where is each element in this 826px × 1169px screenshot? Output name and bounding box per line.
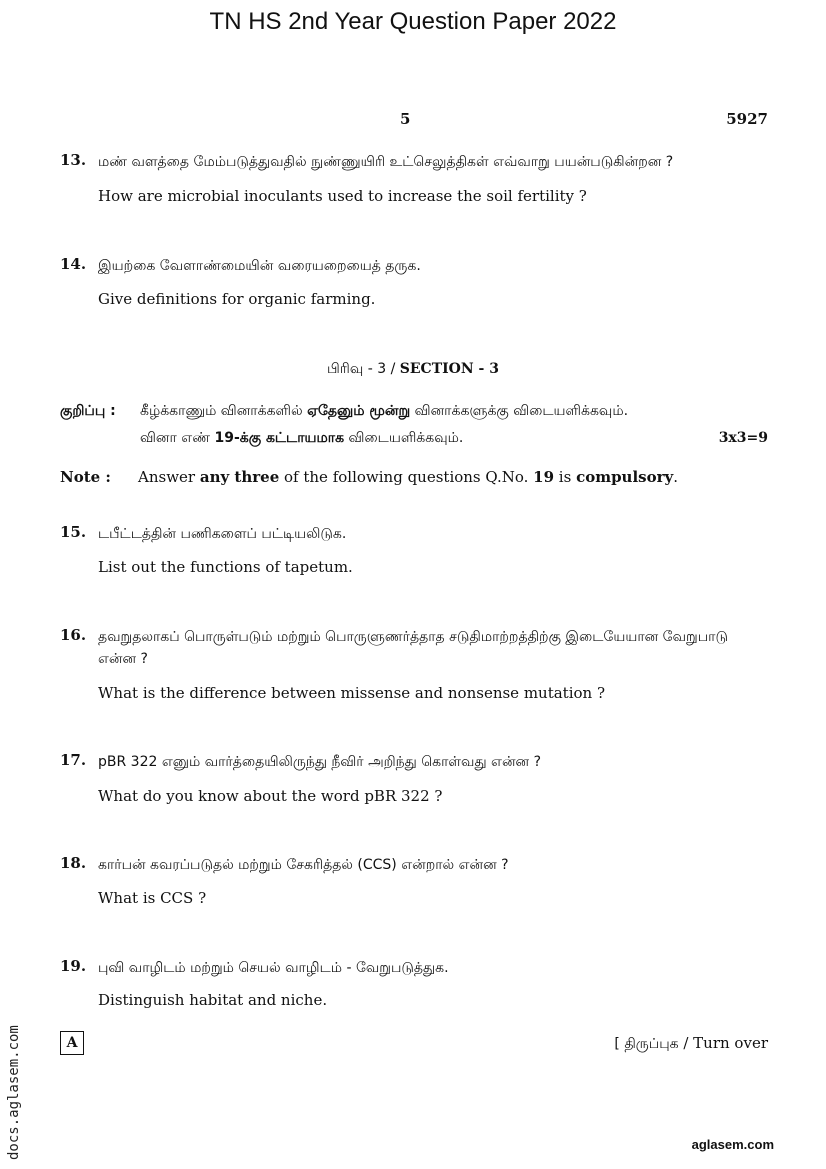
note-text: வினா எண் [140, 430, 215, 446]
question-number: 17. [60, 751, 87, 769]
turn-over-note [614, 1034, 768, 1054]
question-text-tamil: இயற்கை வேளாண்மையின் வரையறையைத் தருக. [98, 258, 421, 274]
note-label-english: Note : [60, 468, 111, 486]
question-17 [60, 751, 770, 811]
note-emphasis: 19 [533, 468, 555, 486]
marks-allocation: 3x3=9 [718, 430, 768, 446]
paper-version-box: A [60, 1031, 84, 1055]
note-label-tamil: குறிப்பு : [60, 403, 116, 419]
note-tamil-line-2 [140, 430, 463, 448]
question-16 [60, 626, 770, 706]
question-text-english: How are microbial inoculants used to increase the soil fertility ? [98, 187, 587, 205]
paper-code: 5927 [726, 110, 768, 128]
turn-over-english: / Turn over [678, 1034, 768, 1052]
note-emphasis: compulsory [576, 468, 674, 486]
question-15 [60, 523, 770, 583]
question-number: 18. [60, 854, 87, 872]
note-text: Answer [138, 468, 200, 486]
section-heading-tamil: பிரிவு - 3 / [327, 361, 400, 377]
note-text: கீழ்க்காணும் வினாக்களில் [140, 403, 308, 419]
question-number: 14. [60, 255, 87, 273]
question-13 [60, 151, 770, 211]
note-tamil-line-1 [140, 403, 628, 421]
question-text-english: Give definitions for organic farming. [98, 290, 376, 308]
note-english [138, 468, 678, 486]
footer-brand: aglasem.com [691, 1137, 774, 1152]
question-18 [60, 854, 770, 914]
question-number: 15. [60, 523, 87, 541]
note-text: . [673, 468, 679, 486]
note-emphasis: any three [199, 468, 280, 486]
page-title: TN HS 2nd Year Question Paper 2022 [209, 8, 617, 35]
note-text: வினாக்களுக்கு விடையளிக்கவும். [410, 403, 629, 419]
question-text-tamil: டபீட்டத்தின் பணிகளைப் பட்டியலிடுக. [98, 526, 347, 542]
section-heading-english: SECTION - 3 [399, 361, 499, 377]
question-text-tamil: தவறுதலாகப் பொருள்படும் மற்றும் பொருளுணர்த்தாத சடுதிமாற்றத்திற்கு இடையேயான வேறுபாடு என்ன ? [98, 629, 728, 667]
question-number: 16. [60, 626, 87, 644]
question-number: 19. [60, 957, 87, 975]
question-text-english: What do you know about the word pBR 322 ? [98, 787, 443, 805]
question-number: 13. [60, 151, 87, 169]
watermark: docs.aglasem.com [6, 1025, 22, 1160]
question-text-english: What is CCS ? [98, 889, 207, 907]
question-text-tamil: கார்பன் கவரப்படுதல் மற்றும் சேகரித்தல் (CCS) என்றால் என்ன ? [98, 857, 509, 873]
section-heading [0, 361, 826, 379]
question-14 [60, 255, 770, 315]
question-text-english: List out the functions of tapetum. [98, 558, 353, 576]
question-text-english: What is the difference between missense and nonsense mutation ? [98, 684, 606, 702]
note-emphasis: 19-க்கு கட்டாயமாக [214, 430, 345, 446]
page-number: 5 [400, 110, 411, 128]
question-text-english: Distinguish habitat and niche. [98, 991, 328, 1009]
question-text-tamil: pBR 322 எனும் வார்த்தையிலிருந்து நீவிர் அறிந்து கொள்வது என்ன ? [98, 754, 541, 770]
question-text-tamil: புவி வாழிடம் மற்றும் செயல் வாழிடம் - வேறுபடுத்துக. [98, 960, 449, 976]
note-text: is [554, 468, 577, 486]
note-text: of the following questions Q.No. [279, 468, 534, 486]
note-emphasis: ஏதேனும் மூன்று [307, 403, 411, 419]
turn-over-tamil: [ திருப்புக [614, 1036, 679, 1052]
note-text: விடையளிக்கவும். [344, 430, 464, 446]
question-text-tamil: மண் வளத்தை மேம்படுத்துவதில் நுண்ணுயிரி உட்செலுத்திகள் எவ்வாறு பயன்படுகின்றன ? [98, 154, 674, 170]
question-19 [60, 957, 770, 1017]
